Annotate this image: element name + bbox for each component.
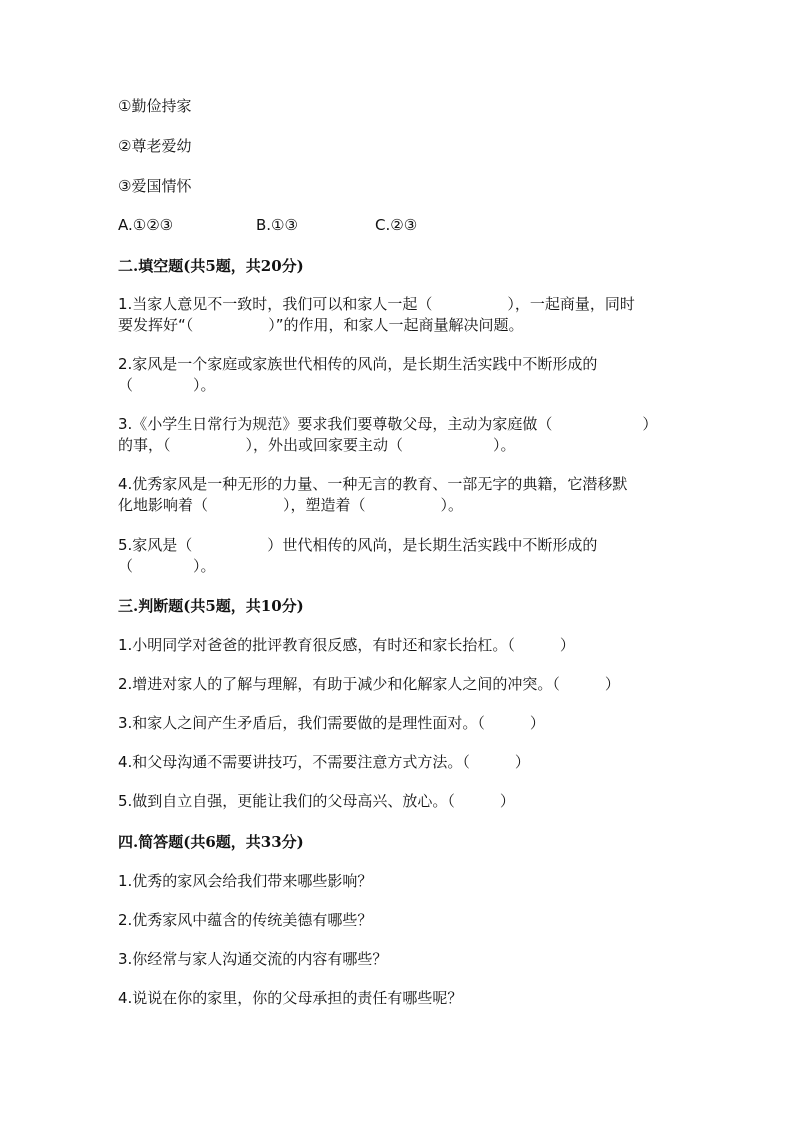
section-4-title: 四.简答题(共6题，共33分)	[118, 833, 304, 851]
fill-question-5-line-2: （ ）。	[118, 557, 216, 575]
fill-question-2-line-1: 2.家风是一个家庭或家族世代相传的风尚，是长期生活实践中不断形成的	[118, 355, 598, 373]
judge-question-1: 1.小明同学对爸爸的批评教育很反感，有时还和家长抬杠。（ ）	[118, 636, 575, 654]
fill-question-3-line-2: 的事，（ ），外出或回家要主动（ ）。	[118, 436, 516, 454]
short-question-2: 2.优秀家风中蕴含的传统美德有哪些？	[118, 911, 373, 929]
fill-question-1-line-2: 要发挥好“（ ）”的作用，和家人一起商量解决问题。	[118, 316, 524, 334]
choice-a: A.①②③	[118, 216, 174, 234]
section-2-title: 二.填空题(共5题，共20分)	[118, 257, 304, 275]
short-question-1: 1.优秀的家风会给我们带来哪些影响？	[118, 872, 373, 890]
fill-question-5-line-1: 5.家风是（ ）世代相传的风尚，是长期生活实践中不断形成的	[118, 536, 598, 554]
option-item-3: ③爱国情怀	[118, 177, 192, 195]
short-question-4: 4.说说在你的家里，你的父母承担的责任有哪些呢？	[118, 989, 463, 1007]
short-question-3: 3.你经常与家人沟通交流的内容有哪些？	[118, 950, 388, 968]
judge-question-2: 2.增进对家人的了解与理解，有助于减少和化解家人之间的冲突。（ ）	[118, 675, 620, 693]
option-item-1: ①勤俭持家	[118, 97, 192, 115]
judge-question-3: 3.和家人之间产生矛盾后，我们需要做的是理性面对。（ ）	[118, 714, 545, 732]
fill-question-2-line-2: （ ）。	[118, 376, 216, 394]
fill-question-4-line-2: 化地影响着（ ），塑造着（ ）。	[118, 496, 464, 514]
choice-c: C.②③	[375, 216, 418, 234]
judge-question-4: 4.和父母沟通不需要讲技巧，不需要注意方式方法。（ ）	[118, 753, 530, 771]
fill-question-1-line-1: 1.当家人意见不一致时，我们可以和家人一起（ ），一起商量，同时	[118, 295, 635, 313]
section-3-title: 三.判断题(共5题，共10分)	[118, 597, 304, 615]
choice-b: B.①③	[256, 216, 298, 234]
fill-question-3-line-1: 3.《小学生日常行为规范》要求我们要尊敬父母，主动为家庭做（ ）	[118, 415, 658, 433]
judge-question-5: 5.做到自立自强，更能让我们的父母高兴、放心。（ ）	[118, 792, 515, 810]
fill-question-4-line-1: 4.优秀家风是一种无形的力量、一种无言的教育、一部无字的典籍，它潜移默	[118, 475, 628, 493]
option-item-2: ②尊老爱幼	[118, 137, 192, 155]
